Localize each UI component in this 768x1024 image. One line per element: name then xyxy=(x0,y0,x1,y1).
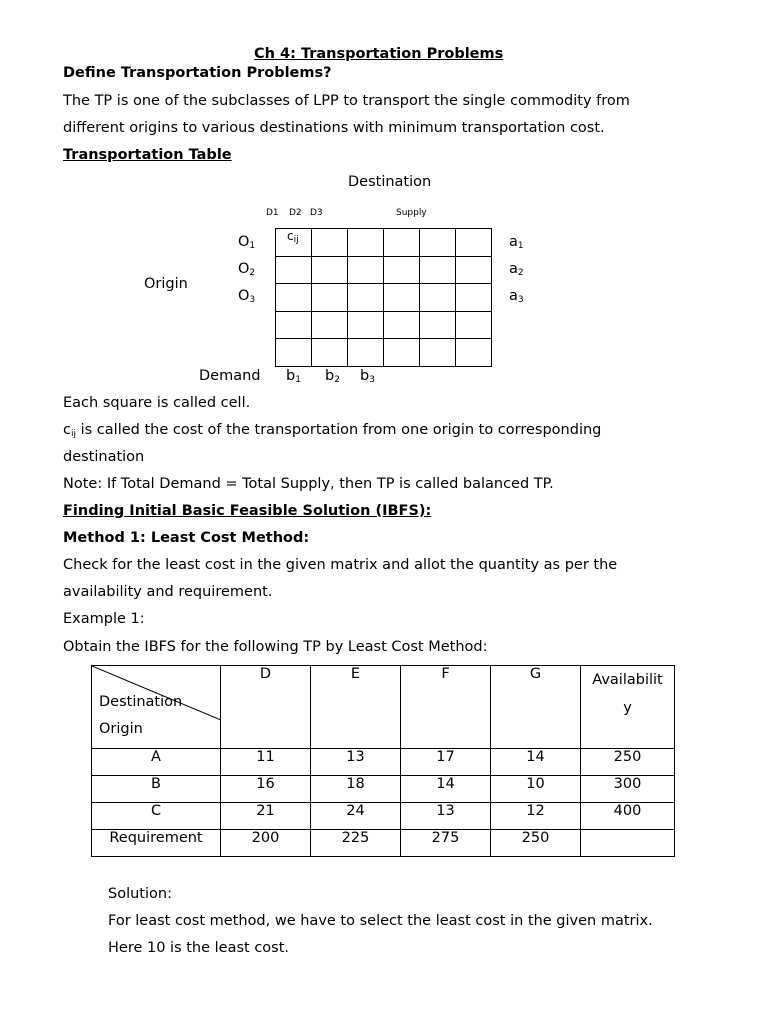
supply-a2: $a_2$ xyxy=(509,261,524,278)
cost-cell: 17 xyxy=(401,749,491,776)
cost-cell: 13 xyxy=(311,749,401,776)
grid-cell xyxy=(312,229,348,257)
grid-cell xyxy=(312,256,348,284)
cost-cell: 21 xyxy=(221,803,311,830)
col-label-d2: D2 xyxy=(289,208,302,218)
cell-note: Each square is called cell. xyxy=(63,395,251,411)
row-label-c: C xyxy=(92,803,221,830)
grid-cell xyxy=(420,284,456,312)
requirement-cell: 225 xyxy=(311,830,401,857)
requirement-row xyxy=(92,830,675,857)
example-cost-table xyxy=(91,665,675,857)
example-label: Example 1: xyxy=(63,611,145,627)
col-header-e: E xyxy=(311,666,401,749)
cost-cell: 14 xyxy=(401,776,491,803)
transportation-table-heading: Transportation Table xyxy=(63,147,232,163)
grid-cell xyxy=(456,339,492,367)
col-header-f: F xyxy=(401,666,491,749)
grid-cell xyxy=(348,284,384,312)
origin-label: Origin xyxy=(144,276,188,292)
supply-label: Supply xyxy=(396,208,427,218)
grid-cell xyxy=(276,311,312,339)
grid-cell xyxy=(276,339,312,367)
table-row xyxy=(92,776,675,803)
cost-cell: 10 xyxy=(491,776,581,803)
solution-label: Solution: xyxy=(108,886,172,902)
demand-b2: $b_2$ xyxy=(325,368,340,385)
grid-cell xyxy=(456,229,492,257)
demand-b1: $b_1$ xyxy=(286,368,301,385)
grid-cell xyxy=(312,311,348,339)
grid-cell xyxy=(384,229,420,257)
col-label-d1: D1 xyxy=(266,208,279,218)
define-paragraph-line2: different origins to various destinations with minimum transportation cost. xyxy=(63,120,605,136)
cij-definition-line1: $c_{ij}$ is called the cost of the transportation from one origin to corresponding xyxy=(63,422,602,439)
requirement-cell: 275 xyxy=(401,830,491,857)
grid-cell xyxy=(384,256,420,284)
origin-o1: $O_1$ xyxy=(238,234,256,251)
grid-cell xyxy=(384,311,420,339)
grid-cell xyxy=(456,284,492,312)
destination-label: Destination xyxy=(348,174,432,190)
col-header-availability: Availabilit y xyxy=(581,666,675,749)
ibfs-heading: Finding Initial Basic Feasible Solution (IBFS): xyxy=(63,503,432,519)
requirement-availability-cell xyxy=(581,830,675,857)
example-text: Obtain the IBFS for the following TP by Least Cost Method: xyxy=(63,639,488,655)
grid-cell xyxy=(276,284,312,312)
grid-cell xyxy=(456,256,492,284)
demand-label: Demand xyxy=(199,368,261,384)
origin-o2: $O_2$ xyxy=(238,261,256,278)
demand-b3: $b_3$ xyxy=(360,368,375,385)
cost-cell: 13 xyxy=(401,803,491,830)
grid-cell-cij: $c_{ij}$ xyxy=(276,229,312,257)
cost-cell: 14 xyxy=(491,749,581,776)
cost-cell: 12 xyxy=(491,803,581,830)
transportation-grid xyxy=(275,228,492,367)
availability-cell: 300 xyxy=(581,776,675,803)
grid-cell xyxy=(276,256,312,284)
availability-cell: 400 xyxy=(581,803,675,830)
requirement-label: Requirement xyxy=(92,830,221,857)
supply-a1: $a_1$ xyxy=(509,234,524,251)
grid-cell xyxy=(348,339,384,367)
corner-destination-label: Destination xyxy=(99,694,183,710)
page-title: Ch 4: Transportation Problems xyxy=(254,46,504,62)
cost-cell: 18 xyxy=(311,776,401,803)
grid-cell xyxy=(420,256,456,284)
grid-cell xyxy=(312,284,348,312)
grid-cell xyxy=(348,229,384,257)
supply-a3: $a_3$ xyxy=(509,288,524,305)
cij-definition-line2: destination xyxy=(63,449,145,465)
cost-cell: 24 xyxy=(311,803,401,830)
grid-cell xyxy=(384,339,420,367)
corner-origin-label: Origin xyxy=(99,721,143,737)
table-row xyxy=(92,749,675,776)
grid-cell xyxy=(312,339,348,367)
define-paragraph-line1: The TP is one of the subclasses of LPP to transport the single commodity from xyxy=(63,93,630,109)
grid-cell xyxy=(420,311,456,339)
table-row xyxy=(92,803,675,830)
col-header-d: D xyxy=(221,666,311,749)
corner-header-cell xyxy=(92,666,221,749)
requirement-cell: 250 xyxy=(491,830,581,857)
method-heading: Method 1: Least Cost Method: xyxy=(63,530,310,546)
grid-cell xyxy=(384,284,420,312)
row-label-b: B xyxy=(92,776,221,803)
grid-cell xyxy=(420,229,456,257)
solution-line2: Here 10 is the least cost. xyxy=(108,940,290,956)
grid-cell xyxy=(456,311,492,339)
balanced-note: Note: If Total Demand = Total Supply, then TP is called balanced TP. xyxy=(63,476,554,492)
grid-cell xyxy=(420,339,456,367)
define-heading: Define Transportation Problems? xyxy=(63,65,332,81)
availability-cell: 250 xyxy=(581,749,675,776)
cost-cell: 11 xyxy=(221,749,311,776)
col-label-d3: D3 xyxy=(310,208,323,218)
origin-o3: $O_3$ xyxy=(238,288,256,305)
col-header-g: G xyxy=(491,666,581,749)
grid-cell xyxy=(348,256,384,284)
row-label-a: A xyxy=(92,749,221,776)
method-line1: Check for the least cost in the given matrix and allot the quantity as per the xyxy=(63,557,618,573)
solution-line1: For least cost method, we have to select the least cost in the given matrix. xyxy=(108,913,653,929)
requirement-cell: 200 xyxy=(221,830,311,857)
cost-cell: 16 xyxy=(221,776,311,803)
method-line2: availability and requirement. xyxy=(63,584,273,600)
grid-cell xyxy=(348,311,384,339)
